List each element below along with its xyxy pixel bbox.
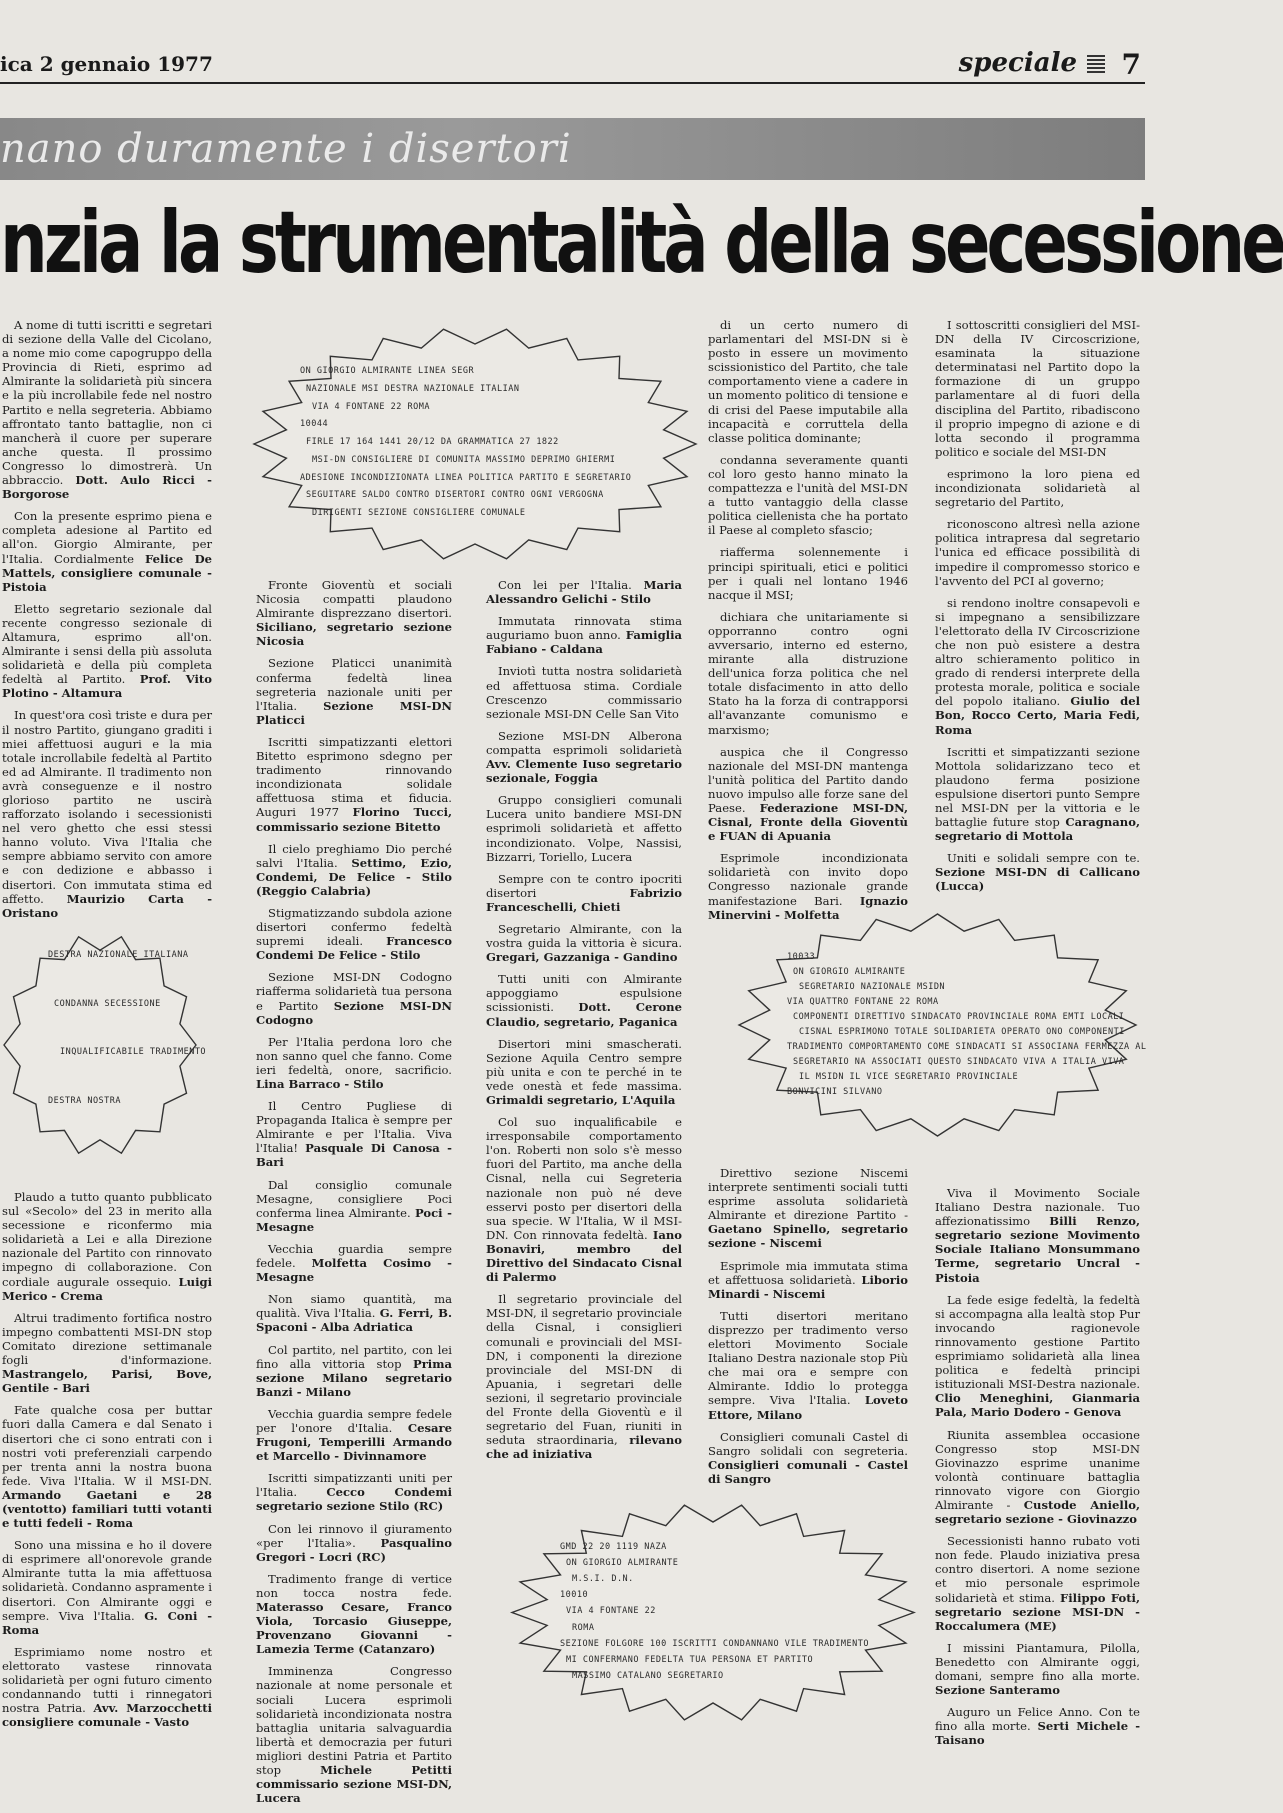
letter-item <box>256 1471 452 1513</box>
letter-signature: G. Ferri, B. Spaconi - Alba Adriatica <box>256 1306 453 1335</box>
letter-signature: Prima sezione Milano segretario Banzi - Milano <box>256 1356 452 1399</box>
letter-text: Tradimento frange di vertice non tocca nostra fede. <box>256 1571 452 1600</box>
letter-item <box>2 1645 212 1730</box>
column-2 <box>256 578 452 1813</box>
letter-item <box>935 745 1140 844</box>
telegram-line: SEGUITARE SALDO CONTRO DISERTORI CONTRO OGNI VERGOGNA <box>306 490 604 501</box>
letter-signature: Materasso Cesare, Franco Viola, Torcasio Giuseppe, Provenzano Giovanni - Lamezia Terme (Catanzaro) <box>256 1600 452 1657</box>
telegram-clipping-4 <box>508 1500 918 1725</box>
telegram-clipping-1 <box>250 324 700 564</box>
letter-item <box>486 872 682 914</box>
letter-item <box>935 1186 1140 1285</box>
letter-item <box>486 972 682 1028</box>
column-1-lower <box>2 1190 212 1737</box>
letter-signature: Michele Petitti commissario sezione MSI-DN, Lucera <box>256 1763 452 1806</box>
letter-text: Secessionisti hanno rubato voti non fede. Plaudo iniziativa presa contro disertori. A nome sezione et mio personale esprimole solidarietà et stima. <box>935 1534 1140 1605</box>
kicker-band <box>0 118 1145 180</box>
letter-text: Non siamo quantità, ma qualità. Viva l'Italia. <box>256 1292 452 1321</box>
telegram-line: 10010 <box>560 1590 589 1601</box>
letter-item <box>2 318 212 501</box>
telegram-line: ON GIORGIO ALMIRANTE <box>793 967 906 977</box>
letter-item <box>486 729 682 785</box>
letter-signature: Liborio Minardi - Niscemi <box>708 1272 909 1301</box>
letter-text: Iscritti simpatizzanti uniti per l'Italia. <box>256 1471 452 1500</box>
letter-item <box>2 1190 212 1303</box>
letter-text: Il cielo preghiamo Dio perché salvi l'Italia. <box>256 841 452 870</box>
letter-signature: Mastrangelo, Parisi, Bove, Gentile - Bari <box>2 1367 212 1396</box>
letter-item <box>935 467 1140 509</box>
square-icon <box>1087 55 1105 73</box>
letter-signature: Maurizio Carta - Oristano <box>2 891 213 920</box>
letter-signature: Pasqualino Gregori - Locri (RC) <box>256 1535 452 1564</box>
letter-text: Altrui tradimento fortifica nostro impegno combattenti MSI-DN stop Comitato direzione settimanale fogli d'informazione. <box>2 1310 212 1368</box>
letter-item <box>708 1430 908 1486</box>
letter-text: Esprimole mia immutata stima et affettuosa solidarietà. <box>708 1258 908 1287</box>
telegram-line: SEGRETARIO NAZIONALE MSIDN <box>799 982 946 992</box>
letter-item <box>256 735 452 834</box>
letter-signature: G. Coni - Roma <box>2 1608 213 1637</box>
page-header <box>0 48 1145 84</box>
headline: nzia la strumentalità della secessione <box>0 193 1283 293</box>
letter-item <box>256 1035 452 1091</box>
letter-item <box>2 602 212 701</box>
letter-text: Vecchia guardia sempre fedele per l'onore d'Italia. <box>256 1406 452 1435</box>
letter-signature: Francesco Condemi De Felice - Stilo <box>256 934 452 963</box>
letter-item <box>486 614 682 656</box>
letter-signature: Fabrizio Franceschelli, Chieti <box>486 885 682 914</box>
letter-signature: Ignazio Minervini - Molfetta <box>708 893 909 922</box>
letter-signature: Florino Tucci, commissario sezione Bitetto <box>256 805 453 834</box>
telegram-line: VIA 4 FONTANE 22 ROMA <box>312 401 430 412</box>
letter-text: I sottoscritti consiglieri del MSI-DN della IV Circoscrizione, esaminata la situazione determinatasi nel Partito dopo la formazione di un gruppo parlamentare al di fuori della disciplina del Partito, ribadiscono il proprio impegno di azione e di lotta secondo il programma politico e sociale del MSI-DN <box>935 318 1140 459</box>
letter-item <box>256 1407 452 1463</box>
letter-text: si rendono inoltre consapevoli e si impegnano a sensibilizzare l'elettorato della IV Circoscrizione che non può esistere a destra altro schieramento politico in grado di rendersi interprete della protesta morale, politica e sociale del popolo italiano. <box>935 595 1140 709</box>
letter-text: Auguro un Felice Anno. Con te fino alla morte. <box>935 1705 1140 1734</box>
kicker: nano duramente i disertori <box>0 126 572 172</box>
letter-item <box>935 1534 1140 1633</box>
column-1 <box>2 318 212 928</box>
column-5 <box>935 318 1140 902</box>
letter-item <box>256 906 452 962</box>
letter-item <box>2 708 212 919</box>
telegram-line: SEGRETARIO NA ASSOCIATI QUESTO SINDACATO VIVA A ITALIA VIVA <box>793 1057 1125 1067</box>
letter-item <box>486 922 682 964</box>
letter-signature: Sezione MSI-DN Codogno <box>256 998 453 1027</box>
letter-item <box>486 1292 682 1461</box>
letter-item <box>256 1292 452 1334</box>
telegram-line: ADESIONE INCONDIZIONATA LINEA POLITICA PARTITO E SEGRETARIO <box>300 472 632 483</box>
letter-signature: Cecco Condemi segretario sezione Stilo (RC) <box>256 1485 452 1514</box>
letter-text: Direttivo sezione Niscemi interprete sentimenti sociali tutti esprime assoluta solidarietà Almirante et direzione Partito - <box>708 1166 908 1223</box>
letter-signature: Sezione MSI-DN Platicci <box>256 698 452 727</box>
letter-text: Con lei rinnovo il giuramento «per l'Italia». <box>256 1521 452 1550</box>
telegram-line: FIRLE 17 164 1441 20/12 DA GRAMMATICA 27 1822 <box>306 437 559 448</box>
letter-signature: rilevano che ad iniziativa <box>486 1433 682 1462</box>
telegram-line: IL MSIDN IL VICE SEGRETARIO PROVINCIALE <box>799 1072 1019 1082</box>
letter-text: A nome di tutti iscritti e segretari di sezione della Valle del Cicolano, a nome mio come capogruppo della Provincia di Rieti, esprimo ad Almirante la solidarietà più sincera e la più incrollabile fede nel nostro Partito e nella segreteria. Abbiamo affrontato tanto battaglie, non ci mancherà il cuore per superare anche questa. Il prossimo Congresso lo dimostrerà. Un abbraccio. <box>2 318 212 488</box>
letter-text: Consiglieri comunali Castel di Sangro solidali con segreteria. <box>708 1429 908 1458</box>
letter-signature: Settimo, Ezio, Condemi, De Felice - Stilo (Reggio Calabria) <box>256 855 453 898</box>
letter-item <box>256 842 452 898</box>
letter-text: Con lei per l'Italia. <box>498 578 632 592</box>
letter-item <box>486 793 682 863</box>
letter-text: auspica che il Congresso nazionale del MSI-DN mantenga l'unità politica del Partito dando nuovo impulso alle forze sane del Paese. <box>708 744 908 815</box>
letter-text: Viva il Movimento Sociale Italiano Destra nazionale. Tuo affezionatissimo <box>935 1186 1140 1229</box>
letter-signature: Avv. Marzocchetti consigliere comunale - Vasto <box>2 1701 213 1730</box>
letter-signature: Dott. Cerone Claudio, segretario, Paganica <box>486 1000 682 1029</box>
column-3 <box>486 578 682 1469</box>
letter-item <box>486 1037 682 1107</box>
letter-item <box>935 1641 1140 1697</box>
telegram-line: NAZIONALE MSI DESTRA NAZIONALE ITALIAN <box>306 383 520 394</box>
letter-text: Sezione MSI-DN Alberona compatta esprimoli solidarietà <box>486 728 682 757</box>
column-4 <box>708 318 908 930</box>
letter-text: Imminenza Congresso nazionale at nome personale et sociali Lucera esprimoli solidarietà incondizionata nostra battaglia unitaria salvaguardia libertà et democrazia per futuri migliori destini Patria et Partito stop <box>256 1664 452 1778</box>
letter-text: Stigmatizzando subdola azione disertori confermo fedeltà supremi ideali. <box>256 905 452 949</box>
letter-signature: Dott. Aulo Ricci - Borgorose <box>2 473 212 502</box>
date-line: ica 2 gennaio 1977 <box>0 52 213 76</box>
letter-signature: Cesare Frugoni, Temperilli Armando et Marcello - Divinnamore <box>256 1420 452 1464</box>
letter-text: Uniti e solidali sempre con te. <box>947 851 1140 866</box>
letter-text: Col suo inqualificabile e irresponsabile comportamento l'on. Roberti non solo s'è messo fuori del Partito, ma anche della Cisnal, nella cui Segreteria nazionale non può né deve esservi posto per disertori della sua specie. W l'Italia, W il MSI-DN. Con rinnovata fedeltà. <box>486 1115 682 1242</box>
letter-text: Esprimiamo nome nostro et elettorato vastese rinnovata solidarietà per ogni futuro cimento condannando tutti i rinnegatori nostra Patria. <box>2 1644 212 1716</box>
letter-item <box>486 1115 682 1284</box>
letter-text: riafferma solennemente i principi spirituali, etici e politici per i quali nel lontano 1946 nacque il MSI; <box>708 545 908 602</box>
letter-text: I missini Piantamura, Pilolla, Benedetto con Almirante oggi, domani, sempre fino alla morte. <box>935 1640 1140 1683</box>
letter-text: condanna severamente quanti col loro gesto hanno minato la compattezza e l'unità del MSI-DN a tutto vantaggio della classe politica ciellenista che ha portato il Paese al completo sfascio; <box>708 452 908 538</box>
letter-text: Segretario Almirante, con la vostra guida la vittoria è sicura. <box>486 921 682 951</box>
letter-text: Dal consiglio comunale Mesagne, consigliere Poci conferma linea Almirante. <box>256 1177 452 1220</box>
letter-item <box>256 656 452 726</box>
letter-signature: Molfetta Cosimo - Mesagne <box>256 1256 452 1285</box>
letter-signature: Consiglieri comunali - Castel di Sangro <box>708 1457 908 1486</box>
telegram-line: 10033 <box>787 952 816 962</box>
letter-item <box>935 1428 1140 1527</box>
telegram-line: DIRIGENTI SEZIONE CONSIGLIERE COMUNALE <box>312 508 526 519</box>
letter-text: Plaudo a tutto quanto pubblicato sul «Secolo» del 23 in merito alla secessione e riconfermo mia solidarietà a Lei e alla Direzione nazionale del Partito con rinnovato impegno di collaborazione. Con cordiale augurale ossequio. <box>2 1190 212 1289</box>
letter-item <box>256 1522 452 1564</box>
telegram-line: ON GIORGIO ALMIRANTE LINEA SEGR <box>300 366 475 376</box>
letter-item <box>935 1293 1140 1420</box>
telegram-line: ON GIORGIO ALMIRANTE <box>566 1558 679 1569</box>
letter-item <box>935 596 1140 737</box>
letter-item <box>708 318 908 445</box>
letter-item <box>256 1242 452 1284</box>
letter-item <box>256 1099 452 1169</box>
letter-signature: Prof. Vito Plotino - Altamura <box>2 672 212 701</box>
letter-text: In quest'ora così triste e dura per il nostro Partito, giungano graditi i miei affettuosi auguri e la mia totale incrollabile fedeltà al Partito ed ad Almirante. Il tradimento non avrà conseguenze e il nostro glorioso partito ne uscirà rafforzato isolando i secessionisti nel vero ghetto che essi stessi hanno voluto. Viva l'Italia che sempre abbiamo servito con amore e con dedizione e abbasso i disertori. Con immutata stima ed affetto. <box>2 708 212 906</box>
telegram-line: VIA QUATTRO FONTANE 22 ROMA <box>787 997 939 1007</box>
letter-text: Vecchia guardia sempre fedele. <box>256 1241 452 1271</box>
letter-signature: Grimaldi segretario, L'Aquila <box>486 1093 676 1107</box>
letter-signature: Custode Aniello, segretario sezione - Giovinazzo <box>935 1497 1141 1527</box>
telegram-line: MASSIMO CATALANO SEGRETARIO <box>572 1670 724 1681</box>
letter-signature: Gregari, Gazzaniga - Gandino <box>486 950 678 965</box>
letter-signature: Federazione MSI-DN, Cisnal, Fronte della Gioventù e FUAN di Apuania <box>708 801 908 844</box>
telegram-line: ROMA <box>572 1622 595 1633</box>
letter-text: Tutti uniti con Almirante appoggiamo espulsione scissionisti. <box>486 972 682 1015</box>
letter-item <box>2 509 212 594</box>
letter-item <box>256 1664 452 1805</box>
letter-signature: Giulio del Bon, Rocco Certo, Maria Fedi, Roma <box>935 694 1141 737</box>
letter-signature: Sezione MSI-DN di Callicano (Lucca) <box>935 865 1140 894</box>
letter-item <box>708 745 908 844</box>
letter-text: Sempre con te contro ipocriti disertori <box>486 871 682 900</box>
letter-text: Per l'Italia perdona loro che non sanno quel che fanno. Come ieri fedeltà, onore, sacrificio. <box>256 1034 452 1077</box>
letter-signature: Clio Meneghini, Gianmaria Pala, Mario Dodero - Genova <box>935 1391 1140 1420</box>
letter-text: Immutata rinnovata stima auguriamo buon anno. <box>486 614 682 643</box>
letter-text: Sezione MSI-DN Codogno riafferma solidarietà tua persona e Partito <box>256 970 452 1013</box>
letter-item <box>935 517 1140 587</box>
letter-text: Il Centro Pugliese di Propaganda Italica è sempre per Almirante e per l'Italia. Viva l'Italia! <box>256 1099 452 1156</box>
letter-text: Fate qualche cosa per buttar fuori dalla Camera e dal Senato i disertori che ci sono entrati con i nostri voti preferenziali carpendo per trenta anni la nostra buona fede. Viva l'Italia. W il MSI-DN. <box>2 1403 212 1488</box>
letter-text: di un certo numero di parlamentari del MSI-DN si è posto in essere un movimento scissionistico del Partito, che tale comportamento viene a cadere in un momento politico di tensione e di crisi del Paese imputabile alla incapacità e corruttela della classe politica dominante; <box>708 318 908 445</box>
letter-signature: Maria Alessandro Gelichi - Stilo <box>486 578 682 607</box>
letter-signature: Gaetano Spinello, segretario sezione - Niscemi <box>708 1222 908 1251</box>
page-number: 7 <box>1121 48 1141 81</box>
letter-text: riconoscono altresì nella azione politica intrapresa dal segretario l'unica ed efficace possibilità di impedire il compromesso storico e l'avvento del PCI al governo; <box>935 517 1140 588</box>
letter-text: Gruppo consiglieri comunali Lucera unito bandiere MSI-DN esprimoli solidarietà et affetto incondizionato. Volpe, Nassisi, Bizzarri, Toriello, Lucera <box>486 793 682 864</box>
letter-item <box>256 578 452 648</box>
letter-text: Col partito, nel partito, con lei fino alla vittoria stop <box>256 1342 452 1371</box>
letter-signature: Luigi Merico - Crema <box>2 1274 212 1303</box>
letter-signature: Filippo Foti, segretario sezione MSI-DN - Roccalumera (ME) <box>935 1590 1140 1633</box>
letter-text: Inviotì tutta nostra solidarietà ed affettuosa stima. Cordiale Crescenzo commissario sezionale MSI-DN Celle San Vito <box>486 664 682 721</box>
letter-text: Con la presente esprimo piena e completa adesione al Partito ed all'on. Giorgio Almirante, per l'Italia. Cordialmente <box>2 509 212 566</box>
letter-text: Iscritti et simpatizzanti sezione Mottola solidarizzano teco et plaudono ferma posizione espulsione disertori punto Sempre nel MSI-DN per la vittoria e le battaglie future stop <box>935 744 1140 830</box>
letter-signature: Billi Renzo, segretario sezione Movimento Sociale Italiano Monsummano Terme, segretario Uncral - Pistoia <box>935 1214 1141 1285</box>
telegram-line: GMD 22 20 1119 NAZA <box>560 1542 667 1552</box>
telegram-clipping-3 <box>735 910 1147 1140</box>
letter-item <box>486 578 682 606</box>
letter-item <box>935 318 1140 459</box>
letter-item <box>256 1343 452 1399</box>
letter-signature: Armando Gaetani e 28 (ventotto) familiari tutti votanti e tutti fedeli - Roma <box>2 1487 212 1531</box>
letter-signature: Serti Michele - Taisano <box>935 1719 1141 1748</box>
telegram-line: DESTRA NOSTRA <box>48 1095 122 1106</box>
telegram-line: INQUALIFICABILE TRADIMENTO <box>60 1047 207 1057</box>
letter-signature: Poci - Mesagne <box>256 1205 452 1234</box>
letter-text: esprimono la loro piena ed incondizionata solidarietà al segretario del Partito, <box>935 466 1140 510</box>
telegram-line: COMPONENTI DIRETTIVO SINDACATO PROVINCIALE ROMA EMTI LOCALI <box>793 1012 1125 1022</box>
section-label: speciale <box>958 48 1077 78</box>
letter-item <box>708 1309 908 1422</box>
letter-signature: Avv. Clemente Iuso segretario sezionale, Foggia <box>486 757 682 786</box>
letter-text: Esprimole incondizionata solidarietà con invito dopo Congresso nazionale grande manifestazione Bari. <box>708 851 908 908</box>
telegram-line: M.S.I. D.N. <box>572 1574 634 1585</box>
letter-text: Fronte Gioventù et sociali Nicosia compatti plaudono Almirante disprezzano disertori. <box>256 578 452 621</box>
letter-item <box>256 1572 452 1657</box>
column-5-lower <box>935 1186 1140 1755</box>
letter-item <box>486 664 682 720</box>
letter-item <box>708 545 908 601</box>
letter-item <box>256 970 452 1026</box>
letter-signature: Sezione Santeramo <box>935 1683 1060 1698</box>
telegram-line: BONVICINI SILVANO <box>787 1087 883 1097</box>
telegram-line: VIA 4 FONTANE 22 <box>566 1606 656 1617</box>
letter-signature: Caragnano, segretario di Mottola <box>935 815 1140 844</box>
letter-item <box>708 1259 908 1301</box>
letter-item <box>256 1178 452 1234</box>
letter-item <box>2 1538 212 1637</box>
telegram-line: 10044 <box>300 419 329 430</box>
letter-signature: Siciliano, segretario sezione Nicosia <box>256 620 452 649</box>
telegram-line: SEZIONE FOLGORE 100 ISCRITTI CONDANNANO VILE TRADIMENTO <box>560 1638 869 1649</box>
letter-text: dichiara che unitariamente si opporranno contro ogni avversario, interno ed esterno, mirante alla distruzione dell'unica forza politica che nel totale disfacimento in atto dello Stato ha la forza di contrapporsi all'avanzante comunismo e marxismo; <box>708 609 908 737</box>
letter-item <box>935 1705 1140 1747</box>
letter-text: La fede esige fedeltà, la fedeltà si accompagna alla lealtà stop Pur invocando ragionevole rinnovamento gestione Partito esprimiamo solidarietà alla linea politica e fedeltà principi istituzionali MSI-Destra nazionale. <box>935 1292 1140 1392</box>
telegram-line: DESTRA NAZIONALE ITALIANA <box>48 950 189 960</box>
letter-text: Iscritti simpatizzanti elettori Bitetto esprimono sdegno per tradimento rinnovando incondizionata solidale affettuosa stima et fiducia. Auguri 1977 <box>256 734 452 820</box>
letter-text: Sezione Platicci unanimità conferma fedeltà linea segreteria nazionale uniti per l'Italia. <box>256 656 452 713</box>
telegram-line: CISNAL ESPRIMONO TOTALE SOLIDARIETA OPERATO ONO COMPONENTI <box>799 1027 1125 1037</box>
letter-item <box>708 453 908 538</box>
letter-text: Sono una missina e ho il dovere di esprimere all'onorevole grande Almirante tutta la mia affettuosa solidarietà. Condanno aspramente i disertori. Con Almirante oggi e sempre. Viva l'Italia. <box>2 1538 212 1623</box>
letter-item <box>708 851 908 921</box>
letter-text: Il segretario provinciale del MSI-DN, il segretario provinciale della Cisnal, i consiglieri comunali e provinciali del MSI-DN, i componenti la direzione provinciale del MSI-DN di Apuania, i segretari delle sezioni, il segretario provinciale del Fronte della Gioventù e il segretario del Fuan, riuniti in seduta straordinaria, <box>486 1292 682 1448</box>
column-4-lower <box>708 1166 908 1494</box>
letter-item <box>935 851 1140 893</box>
letter-signature: Iano Bonaviri, membro del Direttivo del Sindacato Cisnal di Palermo <box>486 1227 683 1285</box>
letter-text: Tutti disertori meritano disprezzo per tradimento verso elettori Movimento Sociale Italiano Destra nazionale stop Più che mai ora e sempre con Almirante. Iddio lo protegga sempre. Viva l'Italia. <box>708 1308 908 1408</box>
letter-signature: Loveto Ettore, Milano <box>708 1393 908 1422</box>
letter-text: Eletto segretario sezionale dal recente congresso sezionale di Altamura, esprimo all'on. Almirante i sensi della più assoluta solidarietà e della più completa fedeltà al Partito. <box>2 601 212 687</box>
telegram-clipping-2 <box>0 930 207 1160</box>
letter-item <box>2 1311 212 1396</box>
letter-text: Riunita assemblea occasione Congresso stop MSI-DN Giovinazzo esprime unanime volontà continuare battaglia rinnovato vigore con Giorgio Almirante - <box>935 1427 1140 1512</box>
letter-signature: Felice De Mattels, consigliere comunale - Pistoia <box>2 551 212 594</box>
letter-signature: Pasquale Di Canosa - Bari <box>256 1141 452 1170</box>
telegram-line: MSI-DN CONSIGLIERE DI COMUNITA MASSIMO DEPRIMO GHIERMI <box>312 454 616 465</box>
letter-item <box>2 1403 212 1530</box>
telegram-line: CONDANNA SECESSIONE <box>54 998 161 1009</box>
letter-item <box>708 1166 908 1251</box>
letter-text: Disertori mini smascherati. Sezione Aquila Centro sempre più unita e con te perché in te vede onestà et fede massima. <box>486 1036 682 1093</box>
telegram-line: MI CONFERMANO FEDELTA TUA PERSONA ET PARTITO <box>566 1654 814 1665</box>
letter-item <box>708 610 908 737</box>
letter-signature: Famiglia Fabiano - Caldana <box>486 628 683 657</box>
telegram-line: TRADIMENTO COMPORTAMENTO COME SINDACATI SI ASSOCIANA FERMEZZA AL <box>787 1042 1147 1052</box>
letter-signature: Lina Barraco - Stilo <box>256 1077 384 1091</box>
